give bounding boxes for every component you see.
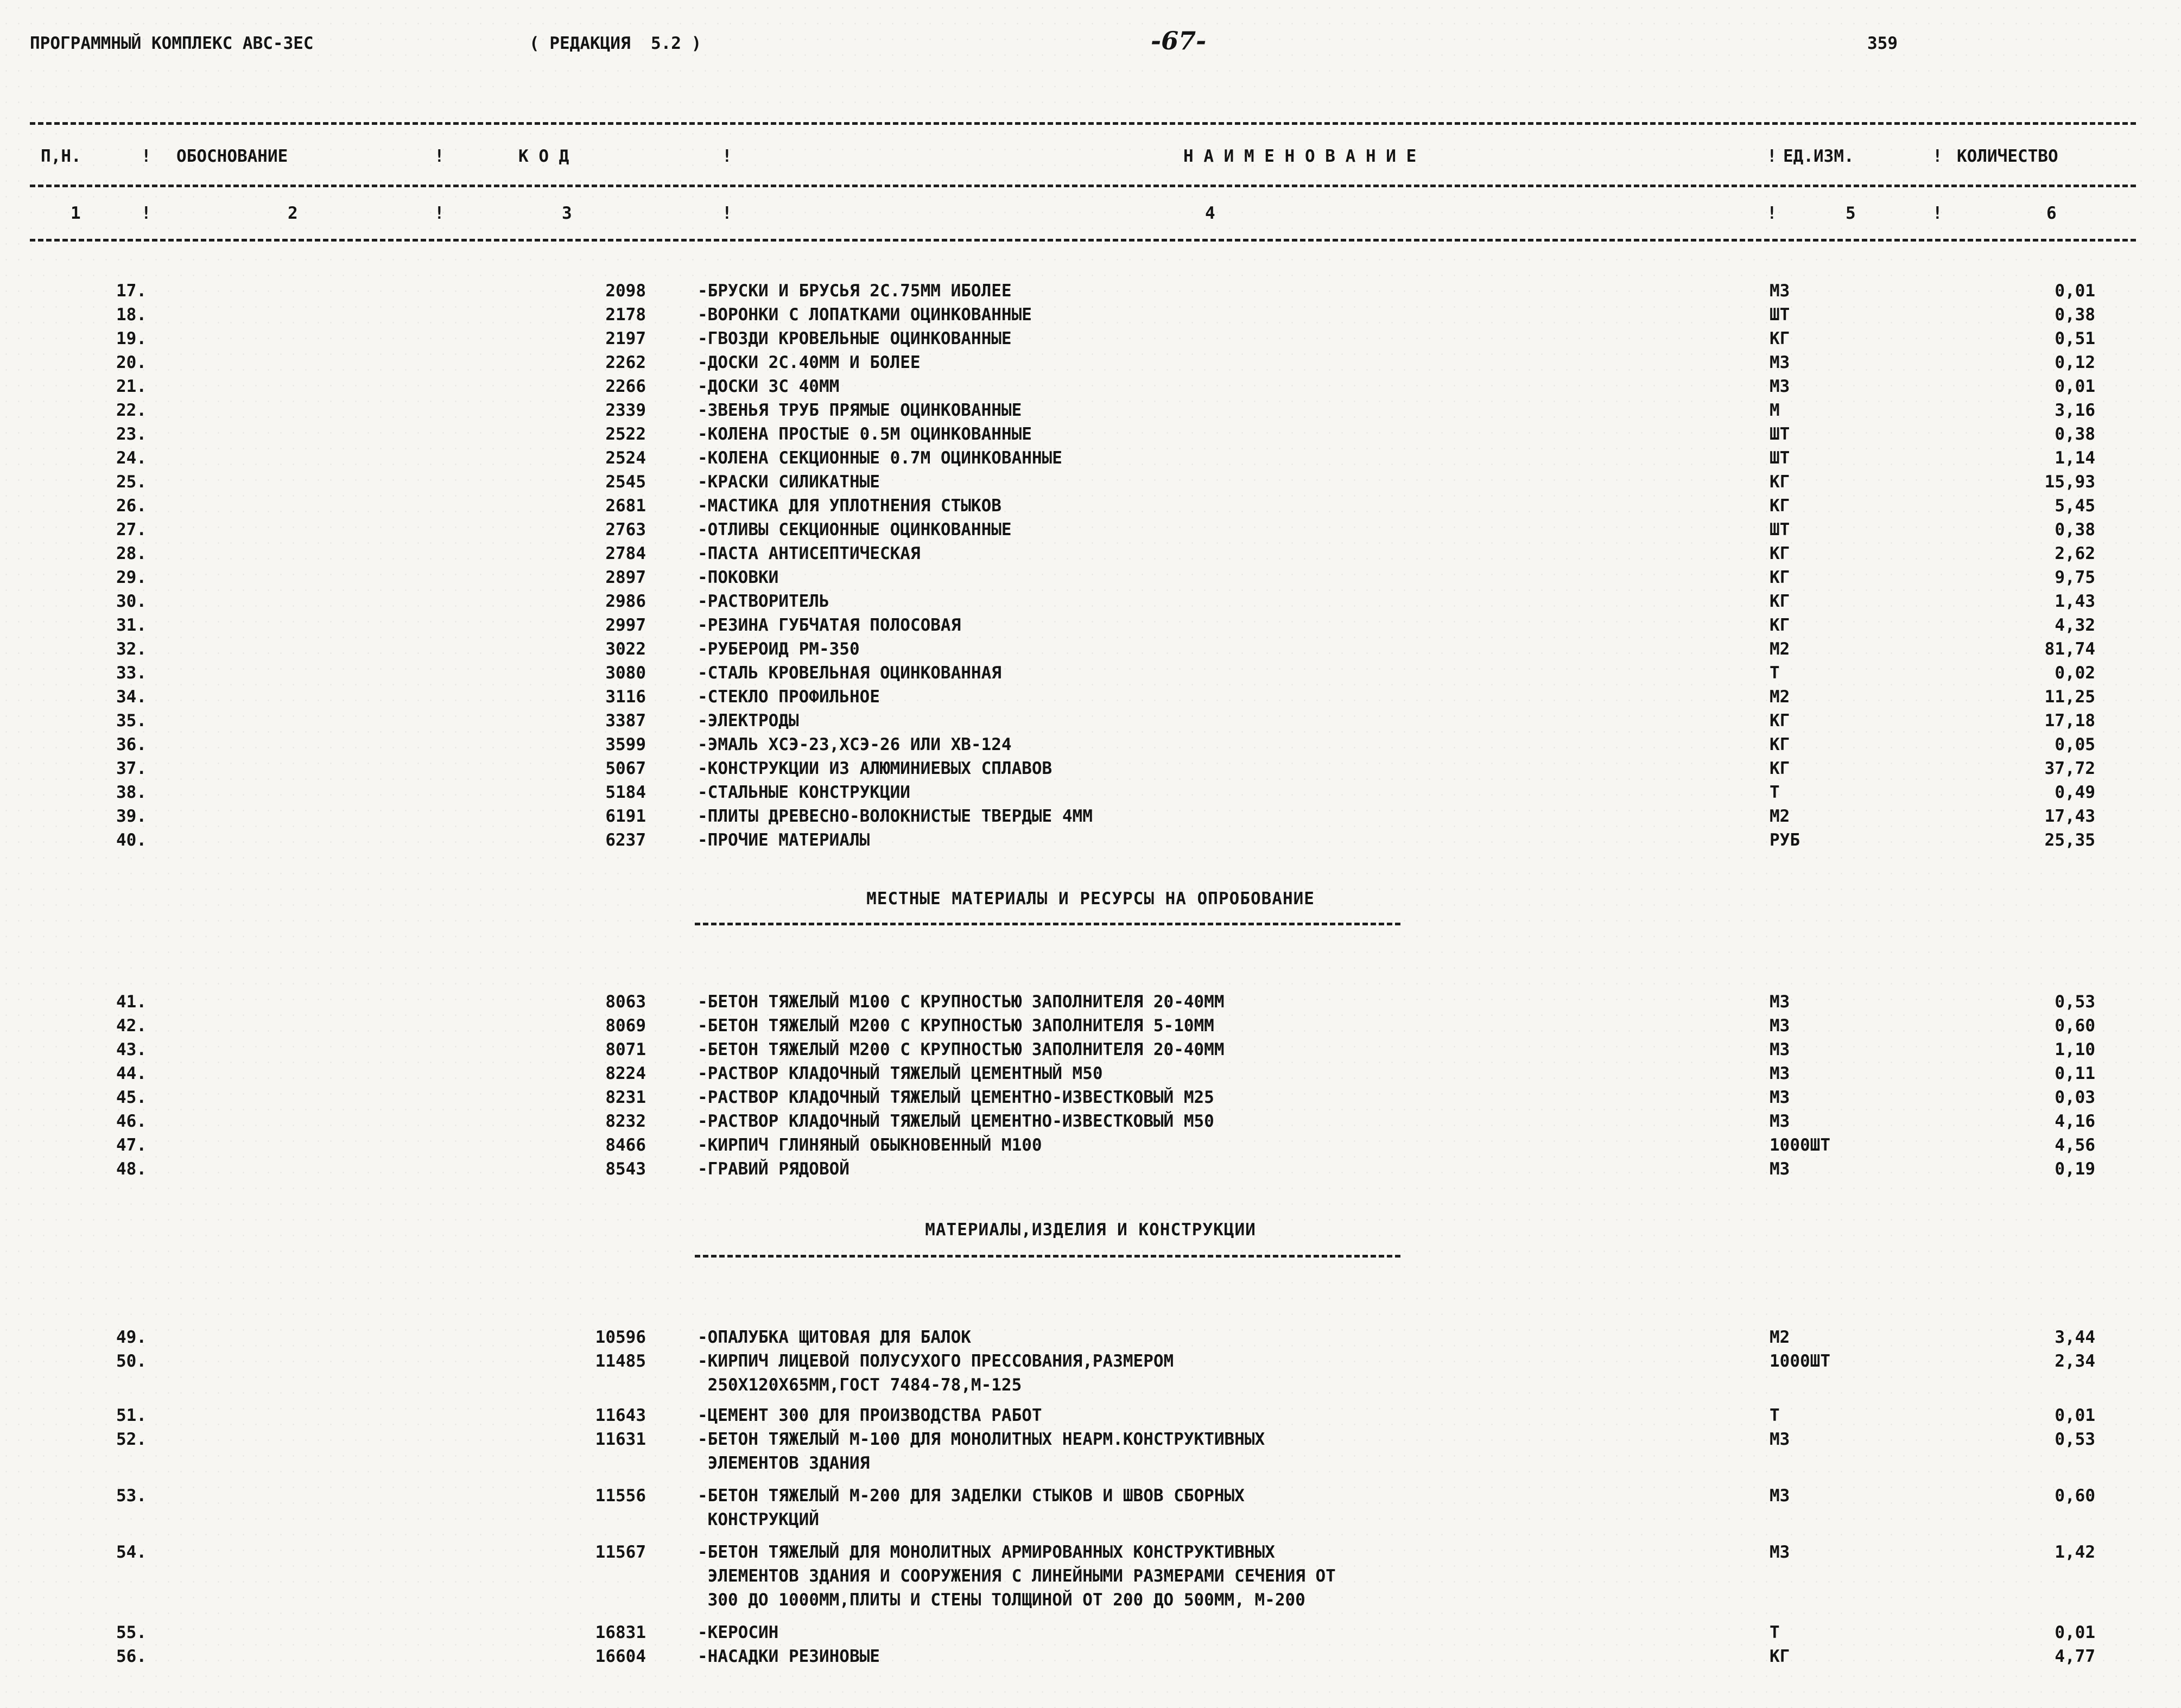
row-number: 21.	[116, 377, 147, 396]
row-number: 47.	[116, 1135, 147, 1155]
row-number: 50.	[116, 1351, 147, 1371]
row-code: 8069	[605, 1016, 646, 1036]
row-name: КОНСТРУКЦИЙ	[698, 1510, 819, 1529]
program-title: ПРОГРАММНЫЙ КОМПЛЕКС АВС-ЗЕС	[30, 34, 314, 53]
row-code: 3022	[605, 639, 646, 659]
row-unit: ШТ	[1770, 305, 1790, 325]
col-basis-header: ОБОСНОВАНИЕ	[176, 147, 288, 166]
table-row	[0, 520, 2181, 544]
row-qty: 0,03	[2055, 1088, 2095, 1107]
row-name: -ЭМАЛЬ ХСЭ-23,ХСЭ-26 ИЛИ ХВ-124	[698, 735, 1012, 754]
row-code: 3116	[605, 687, 646, 707]
row-name: -ПОКОВКИ	[698, 568, 779, 587]
row-name: -РАСТВОР КЛАДОЧНЫЙ ТЯЖЕЛЫЙ ЦЕМЕНТНО-ИЗВЕСТКОВЫЙ М50	[698, 1112, 1214, 1131]
row-unit: М3	[1770, 992, 1790, 1012]
table-row	[0, 1486, 2181, 1510]
row-unit: Т	[1770, 1623, 1780, 1642]
row-unit: М3	[1770, 1112, 1790, 1131]
row-qty: 0,02	[2055, 663, 2095, 683]
row-number: 33.	[116, 663, 147, 683]
row-name: -ПЛИТЫ ДРЕВЕСНО-ВОЛОКНИСТЫЕ ТВЕРДЫЕ 4ММ	[698, 807, 1093, 826]
row-code: 8071	[605, 1040, 646, 1059]
row-number: 53.	[116, 1486, 147, 1506]
table-row	[0, 448, 2181, 472]
row-qty: 15,93	[2044, 472, 2095, 492]
header-rule-bottom	[30, 239, 2136, 242]
row-number: 52.	[116, 1430, 147, 1449]
col-sep: !	[141, 204, 151, 223]
table-row-continuation	[0, 1453, 2181, 1477]
row-code: 8063	[605, 992, 646, 1012]
row-code: 11567	[595, 1542, 646, 1562]
row-name: -ЦЕМЕНТ 300 ДЛЯ ПРОИЗВОДСТВА РАБОТ	[698, 1406, 1042, 1425]
row-number: 23.	[116, 424, 147, 444]
row-qty: 0,01	[2055, 1406, 2095, 1425]
table-row	[0, 1351, 2181, 1375]
row-unit: М3	[1770, 377, 1790, 396]
table-row	[0, 1016, 2181, 1040]
row-unit: КГ	[1770, 496, 1790, 516]
edition-label: ( РЕДАКЦИЯ 5.2 )	[529, 34, 702, 53]
table-row	[0, 687, 2181, 711]
section-underline	[695, 1255, 1400, 1258]
row-code: 2339	[605, 401, 646, 420]
row-number: 46.	[116, 1112, 147, 1131]
row-number: 17.	[116, 281, 147, 301]
row-unit: 1000ШТ	[1770, 1135, 1830, 1155]
row-name: -ОТЛИВЫ СЕКЦИОННЫЕ ОЦИНКОВАННЫЕ	[698, 520, 1012, 539]
row-number: 51.	[116, 1406, 147, 1425]
row-code: 2784	[605, 544, 646, 563]
table-row	[0, 1623, 2181, 1647]
table-row-continuation	[0, 1375, 2181, 1399]
col-sep: !	[434, 147, 445, 166]
row-qty: 0,60	[2055, 1486, 2095, 1506]
row-number: 56.	[116, 1647, 147, 1666]
table-row	[0, 830, 2181, 854]
row-qty: 37,72	[2044, 759, 2095, 778]
row-qty: 0,38	[2055, 424, 2095, 444]
row-code: 2197	[605, 329, 646, 348]
table-row	[0, 353, 2181, 377]
row-name: -РАСТВОР КЛАДОЧНЫЙ ТЯЖЕЛЫЙ ЦЕМЕНТНЫЙ М50	[698, 1064, 1103, 1083]
col-name-number: 4	[1205, 204, 1215, 223]
row-code: 8466	[605, 1135, 646, 1155]
row-unit: М3	[1770, 1088, 1790, 1107]
row-unit: КГ	[1770, 592, 1790, 611]
row-code: 2997	[605, 615, 646, 635]
row-name: -ГВОЗДИ КРОВЕЛЬНЫЕ ОЦИНКОВАННЫЕ	[698, 329, 1012, 348]
table-row	[0, 1088, 2181, 1112]
table-row	[0, 305, 2181, 329]
col-sep: !	[1767, 204, 1777, 223]
table-row	[0, 783, 2181, 807]
row-unit: КГ	[1770, 472, 1790, 492]
row-qty: 0,01	[2055, 377, 2095, 396]
row-unit: КГ	[1770, 544, 1790, 563]
table-row	[0, 992, 2181, 1016]
row-name: -КЕРОСИН	[698, 1623, 779, 1642]
row-qty: 2,62	[2055, 544, 2095, 563]
row-name: -ПАСТА АНТИСЕПТИЧЕСКАЯ	[698, 544, 921, 563]
table-row	[0, 1064, 2181, 1088]
row-name: -СТАЛЬНЫЕ КОНСТРУКЦИИ	[698, 783, 910, 802]
row-unit: КГ	[1770, 735, 1790, 754]
column-numbers	[0, 204, 2181, 227]
row-qty: 1,10	[2055, 1040, 2095, 1059]
row-qty: 4,32	[2055, 615, 2095, 635]
row-number: 18.	[116, 305, 147, 325]
col-unit-number: 5	[1846, 204, 1856, 223]
row-name: -ДОСКИ 2С.40ММ И БОЛЕЕ	[698, 353, 921, 372]
row-number: 29.	[116, 568, 147, 587]
row-unit: М3	[1770, 1159, 1790, 1179]
page-number: 359	[1867, 34, 1898, 53]
row-number: 30.	[116, 592, 147, 611]
row-name: -КОЛЕНА ПРОСТЫЕ 0.5М ОЦИНКОВАННЫЕ	[698, 424, 1032, 444]
row-name: -БЕТОН ТЯЖЕЛЫЙ ДЛЯ МОНОЛИТНЫХ АРМИРОВАННЫХ КОНСТРУКТИВНЫХ	[698, 1542, 1275, 1562]
row-qty: 0,19	[2055, 1159, 2095, 1179]
row-number: 49.	[116, 1328, 147, 1347]
row-qty: 4,16	[2055, 1112, 2095, 1131]
row-code: 3387	[605, 711, 646, 731]
row-unit: М2	[1770, 807, 1790, 826]
row-name: -ЗВЕНЬЯ ТРУБ ПРЯМЫЕ ОЦИНКОВАННЫЕ	[698, 401, 1022, 420]
row-qty: 0,53	[2055, 992, 2095, 1012]
col-code-header: К О Д	[518, 147, 569, 166]
col-code-number: 3	[562, 204, 572, 223]
section-underline	[695, 923, 1400, 925]
table-row-continuation	[0, 1566, 2181, 1590]
table-row	[0, 472, 2181, 496]
row-qty: 81,74	[2044, 639, 2095, 659]
table-row	[0, 568, 2181, 592]
row-unit: ШТ	[1770, 448, 1790, 468]
row-qty: 0,38	[2055, 305, 2095, 325]
col-sep: !	[722, 147, 732, 166]
table-row	[0, 711, 2181, 735]
table-row	[0, 401, 2181, 424]
row-qty: 17,43	[2044, 807, 2095, 826]
row-unit: М3	[1770, 1040, 1790, 1059]
table-row	[0, 377, 2181, 401]
row-name: -КИРПИЧ ГЛИНЯНЫЙ ОБЫКНОВЕННЫЙ М100	[698, 1135, 1042, 1155]
row-name: -СТЕКЛО ПРОФИЛЬНОЕ	[698, 687, 880, 707]
row-unit: М2	[1770, 687, 1790, 707]
row-unit: Т	[1770, 783, 1780, 802]
row-code: 16831	[595, 1623, 646, 1642]
table-row	[0, 1647, 2181, 1671]
row-unit: М3	[1770, 353, 1790, 372]
table-row	[0, 592, 2181, 615]
row-qty: 1,43	[2055, 592, 2095, 611]
row-code: 2524	[605, 448, 646, 468]
col-sep: !	[1932, 204, 1943, 223]
table-row	[0, 759, 2181, 783]
table-row	[0, 329, 2181, 353]
row-code: 8232	[605, 1112, 646, 1131]
section-title-materials-products: МАТЕРИАЛЫ,ИЗДЕЛИЯ И КОНСТРУКЦИИ	[925, 1220, 1256, 1240]
row-name: -РУБЕРОИД РМ-350	[698, 639, 860, 659]
row-code: 2262	[605, 353, 646, 372]
row-unit: М2	[1770, 1328, 1790, 1347]
row-unit: Т	[1770, 663, 1780, 683]
table-row	[0, 1406, 2181, 1430]
row-qty: 17,18	[2044, 711, 2095, 731]
col-name-header: Н А И М Е Н О В А Н И Е	[1183, 147, 1417, 166]
row-name: -РЕЗИНА ГУБЧАТАЯ ПОЛОСОВАЯ	[698, 615, 961, 635]
row-number: 45.	[116, 1088, 147, 1107]
row-code: 2098	[605, 281, 646, 301]
row-code: 2681	[605, 496, 646, 516]
row-name: -СТАЛЬ КРОВЕЛЬНАЯ ОЦИНКОВАННАЯ	[698, 663, 1001, 683]
header-rule-top	[30, 122, 2136, 125]
row-number: 44.	[116, 1064, 147, 1083]
row-qty: 0,53	[2055, 1430, 2095, 1449]
row-qty: 0,60	[2055, 1016, 2095, 1036]
table-header	[0, 147, 2181, 170]
row-number: 38.	[116, 783, 147, 802]
row-qty: 25,35	[2044, 830, 2095, 850]
row-name: -КОЛЕНА СЕКЦИОННЫЕ 0.7М ОЦИНКОВАННЫЕ	[698, 448, 1062, 468]
row-number: 35.	[116, 711, 147, 731]
table-row	[0, 496, 2181, 520]
row-number: 22.	[116, 401, 147, 420]
row-name: -ОПАЛУБКА ЩИТОВАЯ ДЛЯ БАЛОК	[698, 1328, 971, 1347]
row-code: 2545	[605, 472, 646, 492]
row-number: 31.	[116, 615, 147, 635]
row-code: 6191	[605, 807, 646, 826]
table-row-continuation	[0, 1510, 2181, 1534]
handwritten-page-mark: -67-	[1151, 26, 1207, 55]
col-pn-header: П,Н.	[41, 147, 81, 166]
row-qty: 0,51	[2055, 329, 2095, 348]
row-name: -РАСТВОР КЛАДОЧНЫЙ ТЯЖЕЛЫЙ ЦЕМЕНТНО-ИЗВЕСТКОВЫЙ М25	[698, 1088, 1214, 1107]
row-unit: КГ	[1770, 759, 1790, 778]
row-name: -МАСТИКА ДЛЯ УПЛОТНЕНИЯ СТЫКОВ	[698, 496, 1001, 516]
row-number: 28.	[116, 544, 147, 563]
col-sep: !	[722, 204, 732, 223]
row-qty: 3,44	[2055, 1328, 2095, 1347]
row-name: -КОНСТРУКЦИИ ИЗ АЛЮМИНИЕВЫХ СПЛАВОВ	[698, 759, 1053, 778]
row-unit: КГ	[1770, 329, 1790, 348]
row-unit: М3	[1770, 1486, 1790, 1506]
row-code: 2178	[605, 305, 646, 325]
row-code: 11485	[595, 1351, 646, 1371]
row-number: 42.	[116, 1016, 147, 1036]
row-name: -ВОРОНКИ С ЛОПАТКАМИ ОЦИНКОВАННЫЕ	[698, 305, 1032, 325]
row-code: 8543	[605, 1159, 646, 1179]
row-name: -БЕТОН ТЯЖЕЛЫЙ М-100 ДЛЯ МОНОЛИТНЫХ НЕАРМ.КОНСТРУКТИВНЫХ	[698, 1430, 1265, 1449]
row-number: 41.	[116, 992, 147, 1012]
col-unit-header: ЕД.ИЗМ.	[1783, 147, 1854, 166]
row-number: 54.	[116, 1542, 147, 1562]
row-qty: 1,14	[2055, 448, 2095, 468]
row-unit: 1000ШТ	[1770, 1351, 1830, 1371]
row-number: 32.	[116, 639, 147, 659]
row-name: -ГРАВИЙ РЯДОВОЙ	[698, 1159, 849, 1179]
row-number: 55.	[116, 1623, 147, 1642]
row-name: -БЕТОН ТЯЖЕЛЫЙ М100 С КРУПНОСТЬЮ ЗАПОЛНИТЕЛЯ 20-40ММ	[698, 992, 1225, 1012]
row-number: 43.	[116, 1040, 147, 1059]
row-qty: 0,49	[2055, 783, 2095, 802]
table-row	[0, 1542, 2181, 1566]
row-qty: 0,12	[2055, 353, 2095, 372]
section-title-local-materials: МЕСТНЫЕ МАТЕРИАЛЫ И РЕСУРСЫ НА ОПРОБОВАНИЕ	[866, 889, 1315, 909]
row-code: 6237	[605, 830, 646, 850]
row-code: 2522	[605, 424, 646, 444]
row-unit: М3	[1770, 1016, 1790, 1036]
row-code: 2266	[605, 377, 646, 396]
col-sep: !	[1767, 147, 1777, 166]
row-unit: РУБ	[1770, 830, 1800, 850]
row-name: 300 ДО 1000ММ,ПЛИТЫ И СТЕНЫ ТОЛЩИНОЙ ОТ 200 ДО 500ММ, М-200	[698, 1590, 1305, 1610]
row-number: 19.	[116, 329, 147, 348]
row-code: 5067	[605, 759, 646, 778]
row-qty: 4,77	[2055, 1647, 2095, 1666]
row-code: 8231	[605, 1088, 646, 1107]
table-row	[0, 1040, 2181, 1064]
row-qty: 0,05	[2055, 735, 2095, 754]
row-number: 36.	[116, 735, 147, 754]
row-qty: 5,45	[2055, 496, 2095, 516]
col-sep: !	[434, 204, 445, 223]
row-code: 16604	[595, 1647, 646, 1666]
header-rule-middle	[30, 185, 2136, 187]
row-qty: 1,42	[2055, 1542, 2095, 1562]
row-qty: 0,01	[2055, 281, 2095, 301]
row-number: 25.	[116, 472, 147, 492]
row-name: -БЕТОН ТЯЖЕЛЫЙ М200 С КРУПНОСТЬЮ ЗАПОЛНИТЕЛЯ 5-10ММ	[698, 1016, 1214, 1036]
row-unit: КГ	[1770, 711, 1790, 731]
row-qty: 2,34	[2055, 1351, 2095, 1371]
row-qty: 3,16	[2055, 401, 2095, 420]
row-number: 34.	[116, 687, 147, 707]
row-number: 26.	[116, 496, 147, 516]
table-row	[0, 1430, 2181, 1453]
table-row	[0, 1112, 2181, 1135]
row-name: ЭЛЕМЕНТОВ ЗДАНИЯ	[698, 1453, 870, 1473]
table-row	[0, 281, 2181, 305]
row-name: -БЕТОН ТЯЖЕЛЫЙ М-200 ДЛЯ ЗАДЕЛКИ СТЫКОВ И ШВОВ СБОРНЫХ	[698, 1486, 1245, 1506]
col-basis-number: 2	[288, 204, 298, 223]
table-row	[0, 1328, 2181, 1351]
row-name: -РАСТВОРИТЕЛЬ	[698, 592, 829, 611]
row-code: 3080	[605, 663, 646, 683]
table-row	[0, 1159, 2181, 1183]
row-name: -БЕТОН ТЯЖЕЛЫЙ М200 С КРУПНОСТЬЮ ЗАПОЛНИТЕЛЯ 20-40ММ	[698, 1040, 1225, 1059]
row-qty: 0,01	[2055, 1623, 2095, 1642]
row-name: -ЭЛЕКТРОДЫ	[698, 711, 799, 731]
row-unit: КГ	[1770, 615, 1790, 635]
row-code: 10596	[595, 1328, 646, 1347]
row-name: -КИРПИЧ ЛИЦЕВОЙ ПОЛУСУХОГО ПРЕССОВАНИЯ,РАЗМЕРОМ	[698, 1351, 1174, 1371]
row-code: 3599	[605, 735, 646, 754]
col-qty-header: КОЛИЧЕСТВО	[1957, 147, 2058, 166]
row-unit: М	[1770, 401, 1780, 420]
table-row-continuation	[0, 1590, 2181, 1614]
row-unit: ШТ	[1770, 424, 1790, 444]
row-unit: КГ	[1770, 568, 1790, 587]
row-name: -БРУСКИ И БРУСЬЯ 2С.75ММ ИБОЛЕЕ	[698, 281, 1012, 301]
table-row	[0, 807, 2181, 830]
row-number: 24.	[116, 448, 147, 468]
row-qty: 4,56	[2055, 1135, 2095, 1155]
row-name: -НАСАДКИ РЕЗИНОВЫЕ	[698, 1647, 880, 1666]
row-unit: М3	[1770, 1430, 1790, 1449]
table-row	[0, 1135, 2181, 1159]
row-unit: М3	[1770, 1064, 1790, 1083]
row-unit: Т	[1770, 1406, 1780, 1425]
table-row	[0, 424, 2181, 448]
row-number: 48.	[116, 1159, 147, 1179]
row-unit: ШТ	[1770, 520, 1790, 539]
row-qty: 9,75	[2055, 568, 2095, 587]
col-sep: !	[1932, 147, 1943, 166]
table-row	[0, 639, 2181, 663]
row-unit: М2	[1770, 639, 1790, 659]
row-unit: КГ	[1770, 1647, 1790, 1666]
row-code: 2986	[605, 592, 646, 611]
row-number: 39.	[116, 807, 147, 826]
col-qty-number: 6	[2046, 204, 2057, 223]
row-name: ЭЛЕМЕНТОВ ЗДАНИЯ И СООРУЖЕНИЯ С ЛИНЕЙНЫМИ РАЗМЕРАМИ СЕЧЕНИЯ ОТ	[698, 1566, 1336, 1586]
table-row	[0, 663, 2181, 687]
row-number: 20.	[116, 353, 147, 372]
row-code: 11556	[595, 1486, 646, 1506]
col-sep: !	[141, 147, 151, 166]
row-code: 8224	[605, 1064, 646, 1083]
col-pn-number: 1	[71, 204, 81, 223]
row-code: 5184	[605, 783, 646, 802]
row-unit: М3	[1770, 1542, 1790, 1562]
row-qty: 0,11	[2055, 1064, 2095, 1083]
row-number: 37.	[116, 759, 147, 778]
row-code: 11643	[595, 1406, 646, 1425]
row-name: -ДОСКИ 3С 40ММ	[698, 377, 840, 396]
row-number: 27.	[116, 520, 147, 539]
row-name: -КРАСКИ СИЛИКАТНЫЕ	[698, 472, 880, 492]
row-qty: 11,25	[2044, 687, 2095, 707]
row-code: 11631	[595, 1430, 646, 1449]
row-code: 2897	[605, 568, 646, 587]
row-name: -ПРОЧИЕ МАТЕРИАЛЫ	[698, 830, 870, 850]
table-row	[0, 735, 2181, 759]
table-row	[0, 544, 2181, 568]
row-code: 2763	[605, 520, 646, 539]
table-row	[0, 615, 2181, 639]
row-number: 40.	[116, 830, 147, 850]
row-name: 250Х120Х65ММ,ГОСТ 7484-78,М-125	[698, 1375, 1022, 1395]
row-unit: М3	[1770, 281, 1790, 301]
row-qty: 0,38	[2055, 520, 2095, 539]
